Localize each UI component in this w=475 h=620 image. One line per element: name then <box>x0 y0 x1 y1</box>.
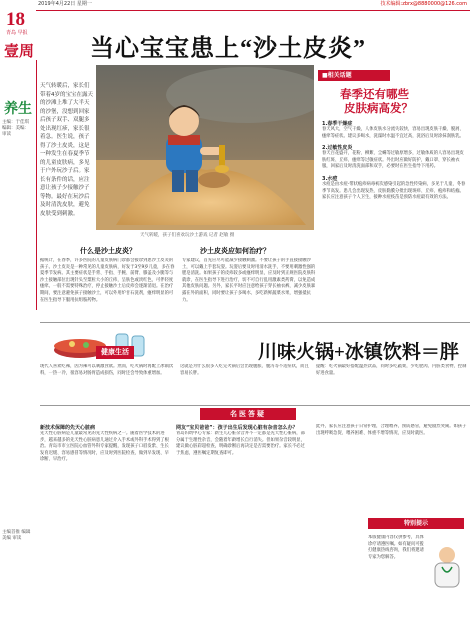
expert-col-3-text: 此外，家长应注意孩子日常护理，合理喂养，预防感冒，避免剧烈哭闹。如孩子出现呼吸急促、喂养困难、体重不增等情况，应及时就医。 <box>316 424 467 436</box>
paper-line-1: 青岛 早报 <box>6 30 28 36</box>
top-bar <box>0 0 475 9</box>
paper-mark <box>6 30 30 37</box>
topic-3-title: 3.水痘 <box>322 175 338 182</box>
issue-date: 2019年4月22日 星期一 <box>38 1 92 7</box>
topic-2-title: 2.过敏性皮炎 <box>322 145 353 152</box>
top-rule <box>36 10 470 11</box>
expert-col-2-text: 青岛妇幼中心专家：新生儿心脏杂音并不一定都是先天性心脏病，部分属于生理性杂音，会随着年龄增长自行消失。但如果杂音较明显，建议做心脏彩超检查，明确诊断后再决定是否需要治疗。家长不必过于焦虑，遵医嘱定期复查即可。 <box>176 431 305 456</box>
q1-heading: 什么是沙土皮炎？ <box>80 247 136 255</box>
photo-illustration <box>96 65 314 230</box>
expert-col-2-heading: 网友“宝贝爸爸”：孩子出生后发现心脏有杂音怎么办？ <box>176 425 298 431</box>
special-notice-text: 本版健康内容仅供参考，具体诊疗请遵医嘱。如有疑问可拨打健康热线咨询，我们将邀请专家为您解答。 <box>368 535 424 560</box>
topic-1-text: 春天风大，空气干燥，人体皮肤水分流失较快，容易出现皮肤干燥、脱屑、瘙痒等症状。建议多喝水，洗澡时水温不宜过高，洗浴后及时涂抹润肤乳。 <box>322 127 464 139</box>
hotpot-col-2: 这就是为什么很多人吃完火锅后会出现腹胀、腹泻等不适症状，而且容易长胖。 <box>180 364 309 376</box>
photo-caption: 天气转暖，孩子们喜欢玩沙土游戏 记者 赵敏 摄 <box>140 233 235 238</box>
hotpot-col-1: 现代人喜欢吃辣，因为辣可以刺激食欲。然而，吃火锅时再配上冰镇饮料，一热一冷，很容易对肠胃造成损伤，同时还会导致体重增加。 <box>40 364 174 376</box>
section-rule-1 <box>40 322 470 323</box>
related-topic-body <box>322 120 468 202</box>
doctor-icon <box>430 545 464 589</box>
topic-1-title: 1.春季干燥症 <box>322 121 353 127</box>
side-meta-bottom: 主编首推 编辑 美编 审读 <box>2 530 31 541</box>
expert-col-1-text: 先天性心脏病是儿童最常见的先天性疾病之一。随着医学技术的进步，越来越多的先天性心脏病患儿通过介入手术或外科手术得到了根治。青岛市市立医院心血管外科专家提醒，发现孩子口唇发紫、生长发育迟缓、容易感冒等情况时，应及时到医院检查，做到早发现、早诊断、早治疗。 <box>40 431 169 463</box>
expert-col-1 <box>40 424 170 601</box>
page-number: 18 <box>6 9 25 30</box>
special-notice-tag: 特别提示 <box>368 518 464 529</box>
column-name: 壹周 <box>4 44 35 60</box>
q2-text: 专家建议，首先应尽可能减少接触刺激。不要让孩子的手直接接触沙土，可以戴上手套玩耍。玩耍后要及时用清水洗手，不要用刺激性强的肥皂清洗。如果孩子的皮疹较多或瘙痒明显，应及时到正规医院皮肤科就诊，在医生指导下进行治疗，切不可自行乱用激素类药膏，以免造成其他皮肤问题。另外，家长平时应注意给孩子穿长袖衣裤，减少皮肤暴露在外的面积，同时要让孩子多喝水、多吃新鲜蔬菜水果，增强抵抗力。 <box>182 258 316 303</box>
expert-col-2 <box>176 424 308 601</box>
q1-text: 据统计，在春季，许多医院的儿童皮肤病门诊都会接诊到患沙土皮炎的孩子。沙土皮炎是一种常见的儿童皮肤病，好发于3至9岁儿童，多在春夏季节发病。其主要症状是手背、手指、手腕、前臂、膝盖及小腿等与沙土接触部位出现针头至粟粒大小的丘疹，呈肤色或淡红色，可伴轻度瘙痒。一般不需要特殊治疗，停止接触沙土后皮疹会逐渐消退。在治疗期间，要注意避免孩子接触沙土，可以外用炉甘石洗剂，瘙痒明显的可在医生指导下服用抗组胺药物。 <box>40 258 175 303</box>
related-topic-title-line1: 春季还有哪些 <box>340 89 409 101</box>
expert-qa-tag: 名医答疑 <box>200 408 296 420</box>
hotpot-col-3: 提醒：吃火锅最好搭配温热饮品，同时多吃蔬菜，少吃肥肉、内脏类食物，控制好进食量。 <box>316 364 467 376</box>
left-rule <box>36 60 37 310</box>
section-name: 养生 <box>4 102 32 117</box>
special-notice-box <box>368 535 466 605</box>
healthy-life-tag: 健康生活 <box>96 346 134 359</box>
lead-headline: 当心宝宝患上“沙土皮炎” <box>90 36 366 62</box>
topic-2-text: 春天百花盛开，花粉、柳絮、尘螨等过敏原增多，过敏体质的人容易出现皮肤红斑、丘疹、瘙痒等过敏症状。外出时应做好防护，戴口罩、穿长袖衣服，回家后及时清洗面部和双手，必要时在医生指导下用药。 <box>322 151 464 170</box>
hotpot-headline: 川味火锅+冰镇饮料＝胖 <box>258 342 459 363</box>
side-meta: 主编：于佳琪 编辑：美编：审读 <box>2 120 29 137</box>
expert-col-1-heading: 新技术保障的先天心脏病 <box>40 425 96 431</box>
topic-3-text: 水痘是由水痘-带状疱疹病毒初次感染引起的急性传染病，多见于儿童，冬春季节高发。患儿会出现发热、皮肤黏膜分批出现斑疹、丘疹、疱疹和结痂。家长应注意孩子个人卫生，接种水痘疫苗是预防水痘最有效的方法。 <box>322 181 466 201</box>
editor-contact: 技术编辑:zbrx@8880000@126.com <box>380 1 467 7</box>
child-playing-sand-photo <box>96 65 314 230</box>
related-topic-tag: ■相关话题 <box>318 70 390 81</box>
q2-heading: 沙土皮炎应如何治疗？ <box>200 247 270 255</box>
related-topic-title-line2: 皮肤病高发？ <box>344 103 413 115</box>
section-rule-2 <box>40 405 470 406</box>
lead-intro: 天气转暖后，家长们带着4岁的宝宝在露天的沙滩上堆了大半天的沙堡，没想到回家后孩子双手、双腿多处出现红疹，家长很着急。医生说，孩子得了沙土皮炎，这是一种发生在春夏季节的儿童皮肤病，多见于户外玩沙子后。家长有条件的话，应注意让孩子少接触沙子等物。最好在玩沙后及时清洗皮肤，避免皮肤受到刺激。 <box>40 83 93 217</box>
related-topic-title <box>340 88 413 116</box>
